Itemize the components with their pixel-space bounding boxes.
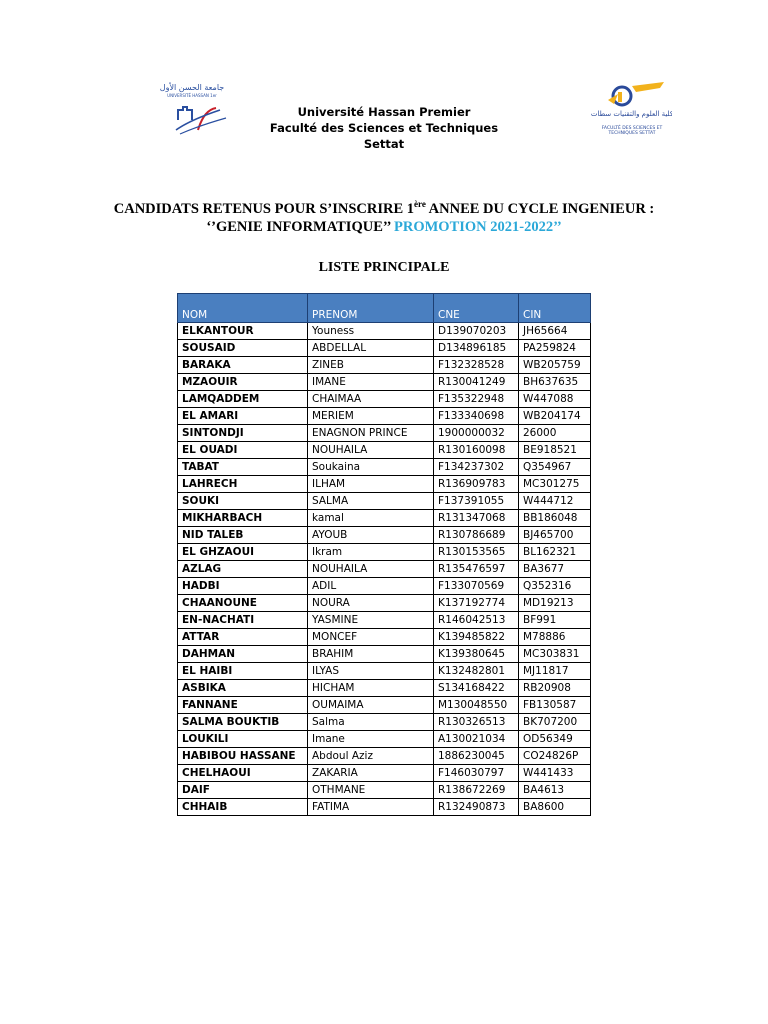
cell-cne: R136909783	[434, 476, 519, 493]
faculty-logo	[588, 80, 672, 146]
cell-cne: D134896185	[434, 340, 519, 357]
cell-cin: BA8600	[519, 799, 591, 816]
cell-prenom: AYOUB	[308, 527, 434, 544]
logo-left-arabic-text: جامعة الحسن الأول	[159, 83, 225, 92]
cell-cne: R130041249	[434, 374, 519, 391]
cell-cin: BK707200	[519, 714, 591, 731]
cell-nom: SOUKI	[178, 493, 308, 510]
table-row	[178, 357, 591, 374]
cell-cin: MJ11817	[519, 663, 591, 680]
cell-nom: CHELHAOUI	[178, 765, 308, 782]
title-line-2	[60, 218, 708, 236]
cell-nom: EL GHZAOUI	[178, 544, 308, 561]
title-line-1-end: ANNEE DU CYCLE INGENIEUR :	[425, 201, 655, 217]
title-superscript: ère	[414, 199, 426, 210]
cell-cin: 26000	[519, 425, 591, 442]
logo-right-arabic-text: كلية العلوم والتقنيات سطات	[590, 110, 672, 118]
cell-cin: BF991	[519, 612, 591, 629]
table-row	[178, 697, 591, 714]
cell-nom: EL OUADI	[178, 442, 308, 459]
cell-cne: 1886230045	[434, 748, 519, 765]
cell-cne: K139485822	[434, 629, 519, 646]
cell-cin: FB130587	[519, 697, 591, 714]
cell-cin: JH65664	[519, 323, 591, 340]
cell-prenom: Abdoul Aziz	[308, 748, 434, 765]
cell-cin: BE918521	[519, 442, 591, 459]
cell-cin: Q354967	[519, 459, 591, 476]
table-row	[178, 765, 591, 782]
cell-nom: SINTONDJI	[178, 425, 308, 442]
cell-prenom: Imane	[308, 731, 434, 748]
cell-nom: ELKANTOUR	[178, 323, 308, 340]
table-row	[178, 442, 591, 459]
cell-nom: LOUKILI	[178, 731, 308, 748]
cell-prenom: SALMA	[308, 493, 434, 510]
table-row	[178, 425, 591, 442]
table-row	[178, 510, 591, 527]
cell-cne: F133340698	[434, 408, 519, 425]
cell-cin: BJ465700	[519, 527, 591, 544]
cell-cne: R130153565	[434, 544, 519, 561]
table-row	[178, 374, 591, 391]
cell-cin: M78886	[519, 629, 591, 646]
cell-prenom: OUMAIMA	[308, 697, 434, 714]
cell-cne: R138672269	[434, 782, 519, 799]
table-header-row	[178, 294, 591, 323]
cell-cne: F132328528	[434, 357, 519, 374]
cell-prenom: BRAHIM	[308, 646, 434, 663]
cell-prenom: ILHAM	[308, 476, 434, 493]
cell-nom: AZLAG	[178, 561, 308, 578]
table-row	[178, 629, 591, 646]
table-row	[178, 561, 591, 578]
cell-cne: F133070569	[434, 578, 519, 595]
document-title	[60, 200, 708, 236]
faculty-name: Faculté des Sciences et Techniques	[269, 121, 499, 135]
cell-cne: F137391055	[434, 493, 519, 510]
cell-nom: FANNANE	[178, 697, 308, 714]
cell-nom: MZAOUIR	[178, 374, 308, 391]
table-row	[178, 493, 591, 510]
cell-prenom: MERIEM	[308, 408, 434, 425]
cell-cin: CO24826P	[519, 748, 591, 765]
cell-prenom: CHAIMAA	[308, 391, 434, 408]
table-row	[178, 544, 591, 561]
cell-prenom: Ikram	[308, 544, 434, 561]
cell-cne: R132490873	[434, 799, 519, 816]
logo-right-latin-text: FACULTÉ DES SCIENCES ET TECHNIQUES SETTAT	[601, 126, 663, 136]
cell-cne: 1900000032	[434, 425, 519, 442]
cell-cin: BL162321	[519, 544, 591, 561]
cell-cne: R130326513	[434, 714, 519, 731]
cell-cne: S134168422	[434, 680, 519, 697]
cell-cin: MC301275	[519, 476, 591, 493]
institution-header	[200, 104, 568, 152]
cell-nom: HABIBOU HASSANE	[178, 748, 308, 765]
cell-nom: LAHRECH	[178, 476, 308, 493]
cell-cin: RB20908	[519, 680, 591, 697]
cell-cin: W444712	[519, 493, 591, 510]
table-row	[178, 799, 591, 816]
cell-prenom: NOURA	[308, 595, 434, 612]
cell-nom: MIKHARBACH	[178, 510, 308, 527]
cell-prenom: ADIL	[308, 578, 434, 595]
logo-left-latin-text: UNIVERSITÉ HASSAN 1er	[167, 93, 217, 98]
table-row	[178, 680, 591, 697]
table-row	[178, 663, 591, 680]
promotion-label: PROMOTION 2021-2022’’	[394, 219, 562, 235]
faculty-emblem-icon	[588, 80, 672, 126]
cell-cne: R131347068	[434, 510, 519, 527]
table-row	[178, 391, 591, 408]
cell-cne: F146030797	[434, 765, 519, 782]
title-line-1	[60, 200, 708, 218]
column-header-cne: CNE	[434, 294, 519, 323]
cell-nom: ASBIKA	[178, 680, 308, 697]
cell-nom: BARAKA	[178, 357, 308, 374]
cell-cin: W447088	[519, 391, 591, 408]
cell-nom: EL HAIBI	[178, 663, 308, 680]
table-row	[178, 595, 591, 612]
cell-cin: BA4613	[519, 782, 591, 799]
cell-prenom: ABDELLAL	[308, 340, 434, 357]
cell-prenom: MONCEF	[308, 629, 434, 646]
cell-prenom: ZAKARIA	[308, 765, 434, 782]
cell-nom: LAMQADDEM	[178, 391, 308, 408]
cell-cne: R130160098	[434, 442, 519, 459]
cell-prenom: FATIMA	[308, 799, 434, 816]
cell-nom: ATTAR	[178, 629, 308, 646]
cell-cin: PA259824	[519, 340, 591, 357]
table-row	[178, 578, 591, 595]
title-line-1-start: CANDIDATS RETENUS POUR S’INSCRIRE 1	[113, 201, 415, 217]
table-row	[178, 476, 591, 493]
table-row	[178, 459, 591, 476]
cell-cin: Q352316	[519, 578, 591, 595]
cell-cin: WB204174	[519, 408, 591, 425]
cell-cin: MC303831	[519, 646, 591, 663]
cell-cin: OD56349	[519, 731, 591, 748]
cell-nom: DAHMAN	[178, 646, 308, 663]
university-name: Université Hassan Premier	[297, 105, 471, 119]
cell-nom: DAIF	[178, 782, 308, 799]
cell-prenom: NOUHAILA	[308, 561, 434, 578]
cell-cne: M130048550	[434, 697, 519, 714]
cell-prenom: Soukaina	[308, 459, 434, 476]
table-row	[178, 340, 591, 357]
cell-cin: BH637635	[519, 374, 591, 391]
cell-prenom: ZINEB	[308, 357, 434, 374]
table-row	[178, 782, 591, 799]
candidates-table	[177, 293, 591, 816]
cell-prenom: YASMINE	[308, 612, 434, 629]
cell-cin: WB205759	[519, 357, 591, 374]
cell-prenom: ILYAS	[308, 663, 434, 680]
cell-prenom: NOUHAILA	[308, 442, 434, 459]
program-name: ‘’GENIE INFORMATIQUE’’	[206, 219, 394, 235]
cell-nom: SALMA BOUKTIB	[178, 714, 308, 731]
cell-cne: R130786689	[434, 527, 519, 544]
cell-cne: F134237302	[434, 459, 519, 476]
cell-cin: W441433	[519, 765, 591, 782]
cell-cin: BA3677	[519, 561, 591, 578]
table-row	[178, 714, 591, 731]
cell-cne: K137192774	[434, 595, 519, 612]
cell-nom: SOUSAID	[178, 340, 308, 357]
column-header-nom: NOM	[178, 294, 308, 323]
table-row	[178, 408, 591, 425]
cell-cne: F135322948	[434, 391, 519, 408]
cell-nom: CHAANOUNE	[178, 595, 308, 612]
cell-cne: K132482801	[434, 663, 519, 680]
table-row	[178, 748, 591, 765]
cell-cne: R135476597	[434, 561, 519, 578]
cell-prenom: OTHMANE	[308, 782, 434, 799]
table-row	[178, 323, 591, 340]
cell-cin: BB186048	[519, 510, 591, 527]
table-row	[178, 612, 591, 629]
cell-prenom: ENAGNON PRINCE	[308, 425, 434, 442]
table-body	[178, 323, 591, 816]
cell-nom: NID TALEB	[178, 527, 308, 544]
cell-cne: K139380645	[434, 646, 519, 663]
cell-prenom: Youness	[308, 323, 434, 340]
cell-nom: EL AMARI	[178, 408, 308, 425]
table-header	[178, 294, 591, 323]
column-header-prenom: PRENOM	[308, 294, 434, 323]
cell-prenom: HICHAM	[308, 680, 434, 697]
cell-prenom: IMANE	[308, 374, 434, 391]
table-row	[178, 646, 591, 663]
cell-nom: EN-NACHATI	[178, 612, 308, 629]
table-row	[178, 527, 591, 544]
list-title: LISTE PRINCIPALE	[318, 260, 450, 275]
cell-cin: MD19213	[519, 595, 591, 612]
cell-nom: HADBI	[178, 578, 308, 595]
table-row	[178, 731, 591, 748]
city-name: Settat	[363, 137, 405, 151]
cell-prenom: Salma	[308, 714, 434, 731]
column-header-cin: CIN	[519, 294, 591, 323]
cell-cne: D139070203	[434, 323, 519, 340]
cell-nom: TABAT	[178, 459, 308, 476]
cell-nom: CHHAIB	[178, 799, 308, 816]
cell-cne: R146042513	[434, 612, 519, 629]
cell-prenom: kamal	[308, 510, 434, 527]
cell-cne: A130021034	[434, 731, 519, 748]
